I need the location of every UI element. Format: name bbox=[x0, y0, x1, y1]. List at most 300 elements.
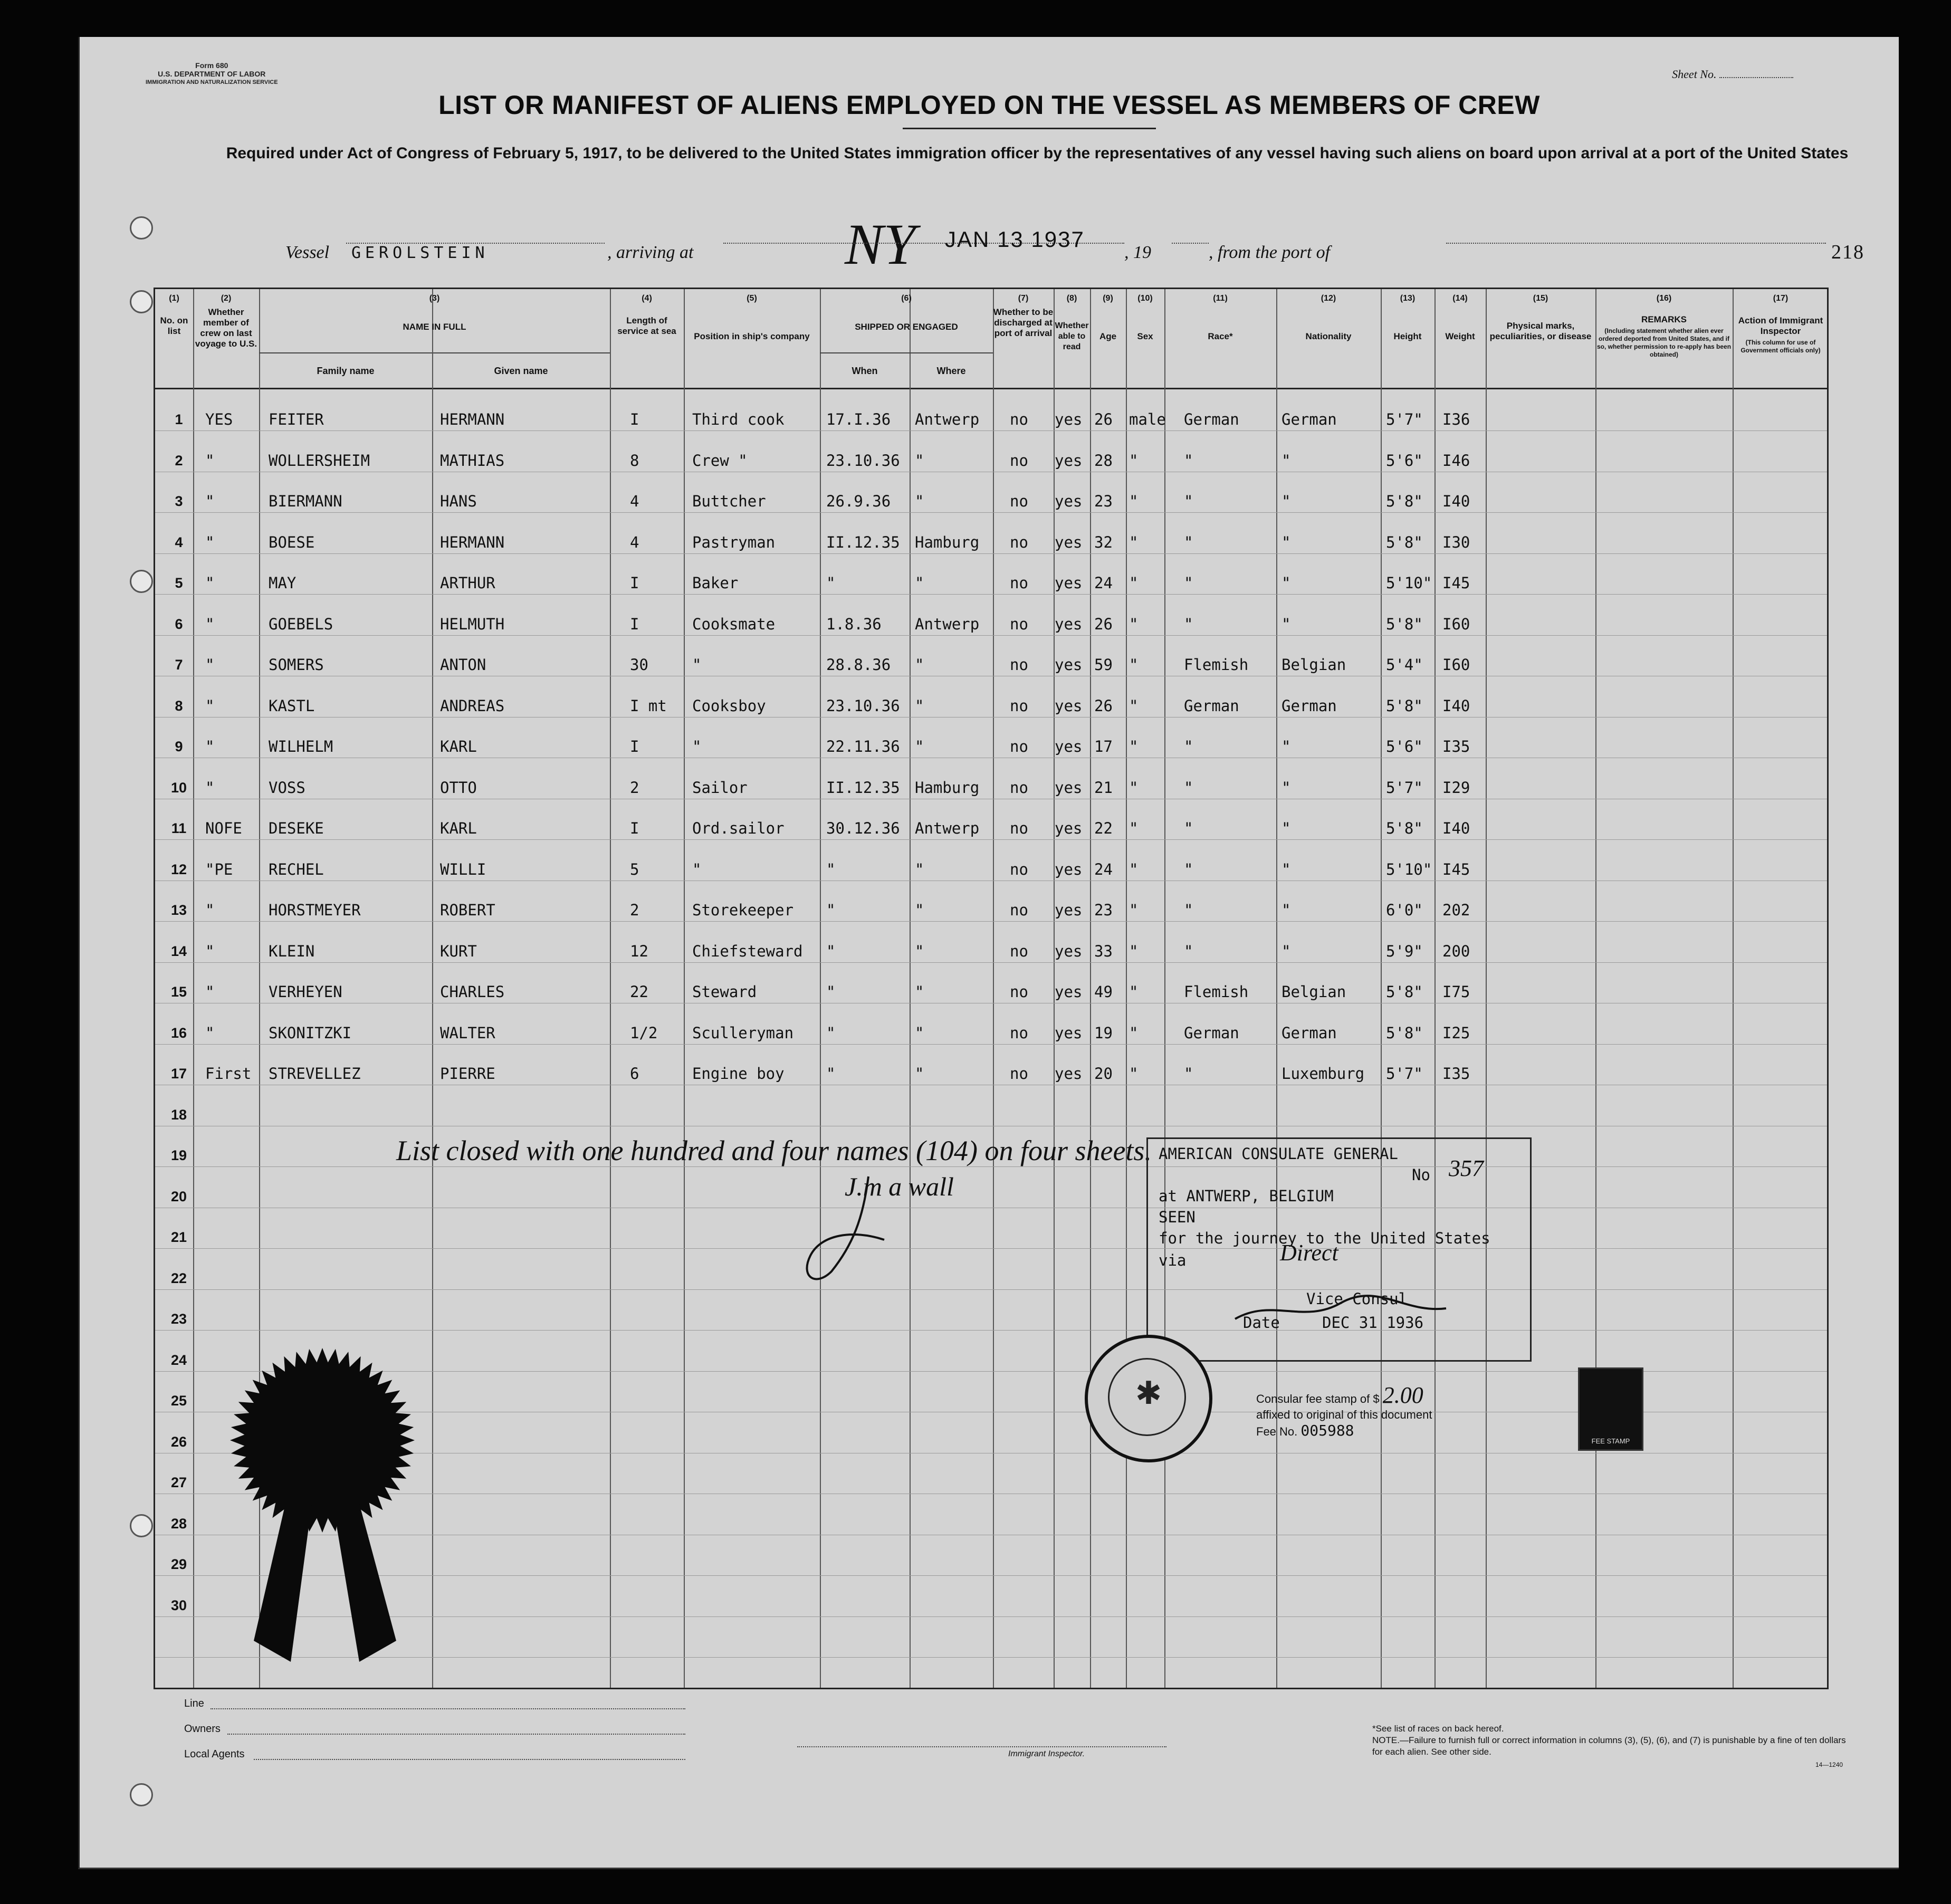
height-cell: 5'8" bbox=[1386, 615, 1423, 633]
discharged-cell: no bbox=[1010, 983, 1028, 1001]
col-header-position: (5) Position in ship's company bbox=[694, 294, 810, 341]
col-header-last-voyage: (2) Whether member of crew on last voyage to U.S. bbox=[195, 294, 257, 349]
service-length-cell: 2 bbox=[630, 901, 639, 919]
position-cell: Baker bbox=[692, 574, 739, 592]
age-cell: 17 bbox=[1094, 738, 1113, 755]
consul-signature bbox=[1230, 1287, 1451, 1329]
sex-cell: " bbox=[1129, 983, 1139, 1001]
sheet-no-text: Sheet No. bbox=[1672, 68, 1717, 81]
row-number: 17 bbox=[170, 1066, 187, 1082]
sex-cell: " bbox=[1129, 696, 1139, 715]
sex-cell: " bbox=[1129, 778, 1139, 797]
position-cell: Storekeeper bbox=[692, 901, 794, 919]
last-voyage-cell: First bbox=[205, 1065, 252, 1083]
form-number: Form 680 bbox=[195, 61, 228, 70]
binder-hole bbox=[130, 570, 153, 593]
read-cell: yes bbox=[1055, 696, 1083, 715]
sex-cell: " bbox=[1129, 615, 1139, 633]
age-cell: 22 bbox=[1094, 819, 1113, 837]
discharged-cell: no bbox=[1010, 860, 1028, 878]
race-cell: Flemish bbox=[1184, 656, 1249, 674]
family-name-cell: WOLLERSHEIM bbox=[269, 451, 370, 470]
family-name-cell: DESEKE bbox=[269, 819, 324, 837]
service-name: IMMIGRATION AND NATURALIZATION SERVICE bbox=[146, 79, 278, 85]
age-cell: 26 bbox=[1094, 615, 1113, 633]
form-identifier bbox=[146, 61, 278, 87]
col-header-age: (9) Age bbox=[1099, 294, 1117, 341]
position-cell: " bbox=[692, 860, 702, 878]
row-number: 27 bbox=[170, 1475, 187, 1490]
service-length-cell: 5 bbox=[630, 860, 639, 878]
read-cell: yes bbox=[1055, 1065, 1083, 1083]
row-number: 14 bbox=[170, 943, 187, 959]
fee-affixed: affixed to original of this document bbox=[1256, 1408, 1432, 1421]
read-cell: yes bbox=[1055, 901, 1083, 919]
col-header-sex: (10) Sex bbox=[1137, 294, 1153, 341]
given-name-cell: MATHIAS bbox=[440, 451, 505, 470]
col-header-remarks: (16) REMARKS (Including statement whether alien ever ordered deported from United States, and if so, whether permission to re-apply has been obtained) bbox=[1596, 294, 1732, 358]
position-cell: Pastryman bbox=[692, 533, 776, 551]
penalty-note: NOTE.—Failure to furnish full or correct information in columns (3), (5), (6), and (7) is punishable by a fine of ten dollars for each alien. See other side. bbox=[1372, 1735, 1846, 1757]
row-number: 24 bbox=[170, 1352, 187, 1368]
age-cell: 32 bbox=[1094, 533, 1113, 551]
race-cell: German bbox=[1184, 410, 1239, 428]
discharged-cell: no bbox=[1010, 492, 1028, 510]
footer-line-label: Line bbox=[184, 1698, 204, 1709]
fee-stamp bbox=[1578, 1367, 1643, 1451]
shipped-where-cell: " bbox=[915, 738, 924, 755]
row-number: 10 bbox=[170, 779, 187, 796]
shipped-when-cell: 23.10.36 bbox=[826, 696, 900, 715]
sex-cell: male bbox=[1129, 410, 1166, 428]
nationality-cell: " bbox=[1281, 574, 1291, 592]
service-length-cell: 4 bbox=[630, 492, 639, 510]
read-cell: yes bbox=[1055, 615, 1083, 633]
shipped-where-cell: Hamburg bbox=[915, 778, 980, 797]
service-length-cell: I bbox=[630, 738, 639, 755]
last-voyage-cell: " bbox=[205, 492, 215, 510]
row-number: 23 bbox=[170, 1311, 187, 1327]
height-cell: 5'8" bbox=[1386, 983, 1423, 1001]
age-cell: 24 bbox=[1094, 574, 1113, 592]
nationality-cell: " bbox=[1281, 819, 1291, 837]
last-voyage-cell: " bbox=[205, 1023, 215, 1042]
sex-cell: " bbox=[1129, 738, 1139, 755]
shipped-when-cell: 22.11.36 bbox=[826, 738, 900, 755]
eagle-icon: ✱ bbox=[1135, 1375, 1162, 1411]
department-name: U.S. DEPARTMENT OF LABOR bbox=[158, 70, 266, 78]
shipped-where-cell: " bbox=[915, 983, 924, 1001]
height-cell: 6'0" bbox=[1386, 901, 1423, 919]
nationality-cell: German bbox=[1281, 410, 1337, 428]
year-label: , 19 bbox=[1124, 243, 1151, 262]
nationality-cell: German bbox=[1281, 696, 1337, 715]
shipped-when-cell: " bbox=[826, 942, 836, 960]
fee-stamp-text: FEE STAMP bbox=[1591, 1437, 1630, 1445]
fee-value: 2.00 bbox=[1382, 1382, 1423, 1408]
race-cell: German bbox=[1184, 1023, 1239, 1042]
given-name-cell: KARL bbox=[440, 738, 477, 755]
signature-flourish bbox=[789, 1171, 895, 1287]
weight-cell: I75 bbox=[1442, 983, 1470, 1001]
binder-hole bbox=[130, 290, 153, 313]
weight-cell: I60 bbox=[1442, 656, 1470, 674]
shipped-where-cell: Hamburg bbox=[915, 533, 980, 551]
consulate-via-label: via bbox=[1159, 1251, 1187, 1269]
service-length-cell: 22 bbox=[630, 983, 648, 1001]
age-cell: 24 bbox=[1094, 860, 1113, 878]
family-name-cell: BIERMANN bbox=[269, 492, 342, 510]
given-name-cell: PIERRE bbox=[440, 1065, 495, 1083]
consulate-via-value: Direct bbox=[1280, 1240, 1338, 1266]
immigrant-inspector-label: Immigrant Inspector. bbox=[1008, 1749, 1085, 1758]
given-name-cell: WILLI bbox=[440, 860, 486, 878]
race-cell: Flemish bbox=[1184, 983, 1249, 1001]
col-header-read: (8) Whether able to read bbox=[1055, 294, 1089, 351]
row-number: 1 bbox=[175, 412, 183, 427]
family-name-cell: SOMERS bbox=[269, 656, 324, 674]
position-cell: " bbox=[692, 738, 702, 755]
service-length-cell: 8 bbox=[630, 451, 639, 470]
given-name-cell: HANS bbox=[440, 492, 477, 510]
row-number: 19 bbox=[170, 1147, 187, 1163]
last-voyage-cell: " bbox=[205, 533, 215, 551]
read-cell: yes bbox=[1055, 860, 1083, 878]
fee-no: 005988 bbox=[1300, 1422, 1354, 1439]
row-number: 3 bbox=[175, 493, 183, 509]
col-header-inspector: (17) Action of Immigrant Inspector (This column for use of Government officials only) bbox=[1738, 294, 1823, 354]
shipped-when-cell: " bbox=[826, 1023, 836, 1042]
shipped-where-cell: " bbox=[915, 860, 924, 878]
discharged-cell: no bbox=[1010, 451, 1028, 470]
weight-cell: I29 bbox=[1442, 778, 1470, 797]
discharged-cell: no bbox=[1010, 819, 1028, 837]
given-name-cell: ANTON bbox=[440, 656, 486, 674]
service-length-cell: 12 bbox=[630, 942, 648, 960]
age-cell: 33 bbox=[1094, 942, 1113, 960]
nationality-cell: " bbox=[1281, 451, 1291, 470]
age-cell: 26 bbox=[1094, 696, 1113, 715]
shipped-when-cell: " bbox=[826, 901, 836, 919]
position-cell: Steward bbox=[692, 983, 757, 1001]
row-number: 12 bbox=[170, 861, 187, 877]
height-cell: 5'4" bbox=[1386, 656, 1423, 674]
discharged-cell: no bbox=[1010, 410, 1028, 428]
read-cell: yes bbox=[1055, 983, 1083, 1001]
shipped-when-cell: " bbox=[826, 574, 836, 592]
row-rule bbox=[155, 839, 1827, 840]
col-header-height: (13) Height bbox=[1393, 294, 1422, 341]
read-cell: yes bbox=[1055, 1023, 1083, 1042]
height-cell: 5'10" bbox=[1386, 574, 1432, 592]
race-cell: " bbox=[1184, 819, 1193, 837]
weight-cell: I36 bbox=[1442, 410, 1470, 428]
closing-note: List closed with one hundred and four names (104) on four sheets. bbox=[396, 1135, 1152, 1166]
row-number: 13 bbox=[170, 902, 187, 918]
race-cell: " bbox=[1184, 492, 1193, 510]
age-cell: 59 bbox=[1094, 656, 1113, 674]
position-cell: Ord.sailor bbox=[692, 819, 785, 837]
shipped-where-cell: " bbox=[915, 656, 924, 674]
col-header-discharged: (7) Whether to be discharged at port of arrival bbox=[993, 294, 1054, 338]
age-cell: 21 bbox=[1094, 778, 1113, 797]
service-length-cell: 30 bbox=[630, 656, 648, 674]
service-length-cell: I mt bbox=[630, 696, 667, 715]
shipped-where-cell: " bbox=[915, 1023, 924, 1042]
row-number: 25 bbox=[170, 1393, 187, 1409]
last-voyage-cell: " bbox=[205, 656, 215, 674]
where-subheader: Where bbox=[936, 366, 966, 376]
shipped-where-cell: Antwerp bbox=[915, 615, 980, 633]
consulate-date-label: Date bbox=[1243, 1314, 1280, 1332]
list-number: 218 bbox=[1831, 241, 1864, 263]
consulate-seal bbox=[1085, 1335, 1212, 1462]
col-header-service: (4) Length of service at sea bbox=[617, 294, 676, 336]
binder-hole bbox=[130, 1514, 153, 1537]
race-cell: German bbox=[1184, 696, 1239, 715]
position-cell: Crew " bbox=[692, 451, 748, 470]
shipped-where-cell: Antwerp bbox=[915, 819, 980, 837]
vessel-line bbox=[285, 212, 1895, 276]
family-name-cell: KLEIN bbox=[269, 942, 315, 960]
fee-no-label: Fee No. bbox=[1256, 1425, 1298, 1438]
height-cell: 5'6" bbox=[1386, 451, 1423, 470]
page-subtitle: Required under Act of Congress of February 5, 1917, to be delivered to the United States immigration officer by the representatives of any vessel having such aliens on board upon arrival at a port of the United States bbox=[226, 145, 1849, 162]
service-length-cell: 2 bbox=[630, 778, 639, 797]
nationality-cell: " bbox=[1281, 533, 1291, 551]
consulate-title: AMERICAN CONSULATE GENERAL bbox=[1159, 1145, 1398, 1163]
row-rule bbox=[155, 594, 1827, 595]
read-cell: yes bbox=[1055, 451, 1083, 470]
row-rule bbox=[155, 553, 1827, 554]
height-cell: 5'8" bbox=[1386, 533, 1423, 551]
position-cell: Cooksmate bbox=[692, 615, 776, 633]
consular-fee-block bbox=[1256, 1382, 1432, 1440]
row-number: 18 bbox=[170, 1106, 187, 1123]
sex-cell: " bbox=[1129, 942, 1139, 960]
consulate-number-label: No bbox=[1412, 1166, 1430, 1184]
row-number: 21 bbox=[170, 1229, 187, 1245]
discharged-cell: no bbox=[1010, 533, 1028, 551]
arrival-date-stamp: JAN 13 1937 bbox=[945, 227, 1085, 252]
row-number: 29 bbox=[170, 1556, 187, 1572]
nationality-cell: " bbox=[1281, 860, 1291, 878]
row-rule bbox=[155, 1044, 1827, 1045]
nationality-cell: " bbox=[1281, 778, 1291, 797]
last-voyage-cell: " bbox=[205, 983, 215, 1001]
shipped-when-cell: " bbox=[826, 860, 836, 878]
sex-cell: " bbox=[1129, 1023, 1139, 1042]
family-name-cell: GOEBELS bbox=[269, 615, 333, 633]
weight-cell: I40 bbox=[1442, 492, 1470, 510]
col-header-no: (1) No. on list bbox=[160, 294, 188, 336]
consulate-journey: for the journey to the United States bbox=[1159, 1229, 1490, 1247]
nationality-cell: " bbox=[1281, 492, 1291, 510]
last-voyage-cell: " bbox=[205, 901, 215, 919]
given-name-cell: HERMANN bbox=[440, 533, 505, 551]
discharged-cell: no bbox=[1010, 1065, 1028, 1083]
weight-cell: I46 bbox=[1442, 451, 1470, 470]
vessel-name: GEROLSTEIN bbox=[351, 244, 489, 262]
shipped-where-cell: " bbox=[915, 1065, 924, 1083]
discharged-cell: no bbox=[1010, 656, 1028, 674]
family-name-cell: WILHELM bbox=[269, 738, 333, 755]
row-number: 30 bbox=[170, 1597, 187, 1613]
age-cell: 23 bbox=[1094, 901, 1113, 919]
last-voyage-cell: YES bbox=[205, 410, 233, 428]
shipped-when-cell: II.12.35 bbox=[826, 533, 900, 551]
when-subheader: When bbox=[852, 366, 878, 376]
read-cell: yes bbox=[1055, 738, 1083, 755]
height-cell: 5'7" bbox=[1386, 1065, 1423, 1083]
col-header-nationality: (12) Nationality bbox=[1305, 294, 1352, 341]
family-name-cell: VOSS bbox=[269, 778, 305, 797]
row-number: 9 bbox=[175, 739, 183, 754]
manifest-sheet bbox=[78, 37, 1899, 1869]
row-number: 15 bbox=[170, 984, 187, 1000]
race-cell: " bbox=[1184, 901, 1193, 919]
race-cell: " bbox=[1184, 451, 1193, 470]
row-number: 7 bbox=[175, 657, 183, 673]
service-length-cell: 4 bbox=[630, 533, 639, 551]
read-cell: yes bbox=[1055, 410, 1083, 428]
row-rule bbox=[155, 635, 1827, 636]
height-cell: 5'10" bbox=[1386, 860, 1432, 878]
races-note: *See list of races on back hereof. bbox=[1372, 1724, 1504, 1734]
row-number: 6 bbox=[175, 616, 183, 632]
weight-cell: I35 bbox=[1442, 738, 1470, 755]
weight-cell: I45 bbox=[1442, 860, 1470, 878]
given-name-cell: HERMANN bbox=[440, 410, 505, 428]
row-number: 16 bbox=[170, 1025, 187, 1041]
height-cell: 5'8" bbox=[1386, 819, 1423, 837]
height-cell: 5'8" bbox=[1386, 696, 1423, 715]
family-name-cell: BOESE bbox=[269, 533, 315, 551]
position-cell: " bbox=[692, 656, 702, 674]
nationality-cell: " bbox=[1281, 615, 1291, 633]
shipped-when-cell: 1.8.36 bbox=[826, 615, 882, 633]
given-name-subheader: Given name bbox=[494, 366, 548, 376]
service-length-cell: I bbox=[630, 615, 639, 633]
age-cell: 20 bbox=[1094, 1065, 1113, 1083]
sex-cell: " bbox=[1129, 656, 1139, 674]
read-cell: yes bbox=[1055, 574, 1083, 592]
sheet-number-label bbox=[1672, 68, 1793, 81]
col-header-race: (11) Race* bbox=[1208, 294, 1233, 341]
nationality-cell: Belgian bbox=[1281, 656, 1346, 674]
notary-seal bbox=[222, 1345, 423, 1683]
given-name-cell: KURT bbox=[440, 942, 477, 960]
weight-cell: 202 bbox=[1442, 901, 1470, 919]
consulate-location: at ANTWERP, BELGIUM bbox=[1159, 1187, 1334, 1205]
race-cell: " bbox=[1184, 574, 1193, 592]
arriving-label: , arriving at bbox=[607, 243, 694, 262]
service-length-cell: 1/2 bbox=[630, 1023, 658, 1042]
shipped-when-cell: 26.9.36 bbox=[826, 492, 891, 510]
sex-cell: " bbox=[1129, 819, 1139, 837]
footer-owners-label: Owners bbox=[184, 1723, 221, 1735]
weight-cell: I35 bbox=[1442, 1065, 1470, 1083]
height-cell: 5'8" bbox=[1386, 492, 1423, 510]
service-length-cell: I bbox=[630, 410, 639, 428]
weight-cell: 200 bbox=[1442, 942, 1470, 960]
sex-cell: " bbox=[1129, 901, 1139, 919]
weight-cell: I60 bbox=[1442, 615, 1470, 633]
sex-cell: " bbox=[1129, 574, 1139, 592]
service-length-cell: 6 bbox=[630, 1065, 639, 1083]
row-number: 22 bbox=[170, 1270, 187, 1286]
last-voyage-cell: " bbox=[205, 738, 215, 755]
read-cell: yes bbox=[1055, 942, 1083, 960]
row-rule bbox=[155, 1289, 1827, 1290]
nationality-cell: " bbox=[1281, 901, 1291, 919]
shipped-where-cell: Antwerp bbox=[915, 410, 980, 428]
given-name-cell: ANDREAS bbox=[440, 696, 505, 715]
consulate-number: 357 bbox=[1449, 1155, 1484, 1181]
shipped-when-cell: 30.12.36 bbox=[826, 819, 900, 837]
read-cell: yes bbox=[1055, 533, 1083, 551]
page-title: LIST OR MANIFEST OF ALIENS EMPLOYED ON THE VESSEL AS MEMBERS OF CREW bbox=[438, 90, 1540, 120]
last-voyage-cell: "PE bbox=[205, 860, 233, 878]
last-voyage-cell: NOFE bbox=[205, 819, 242, 837]
race-cell: " bbox=[1184, 1065, 1193, 1083]
read-cell: yes bbox=[1055, 778, 1083, 797]
weight-cell: I25 bbox=[1442, 1023, 1470, 1042]
last-voyage-cell: " bbox=[205, 451, 215, 470]
binder-hole bbox=[130, 1783, 153, 1806]
discharged-cell: no bbox=[1010, 901, 1028, 919]
read-cell: yes bbox=[1055, 492, 1083, 510]
position-cell: Chiefsteward bbox=[692, 942, 803, 960]
height-cell: 5'7" bbox=[1386, 410, 1423, 428]
discharged-cell: no bbox=[1010, 942, 1028, 960]
row-number: 11 bbox=[171, 820, 187, 836]
height-cell: 5'7" bbox=[1386, 778, 1423, 797]
nationality-cell: Luxemburg bbox=[1281, 1065, 1365, 1083]
race-cell: " bbox=[1184, 738, 1193, 755]
last-voyage-cell: " bbox=[205, 696, 215, 715]
row-rule bbox=[155, 962, 1827, 963]
shipped-where-cell: " bbox=[915, 942, 924, 960]
shipped-when-cell: " bbox=[826, 1065, 836, 1083]
discharged-cell: no bbox=[1010, 1023, 1028, 1042]
col-header-shipped: (6) SHIPPED OR ENGAGED bbox=[855, 294, 958, 332]
age-cell: 19 bbox=[1094, 1023, 1113, 1042]
sex-cell: " bbox=[1129, 533, 1139, 551]
sex-cell: " bbox=[1129, 451, 1139, 470]
family-name-cell: KASTL bbox=[269, 696, 315, 715]
row-number: 2 bbox=[175, 452, 183, 468]
weight-cell: I45 bbox=[1442, 574, 1470, 592]
position-cell: Cooksboy bbox=[692, 696, 766, 715]
arriving-port: NY bbox=[845, 212, 916, 276]
footer-agents-label: Local Agents bbox=[184, 1748, 245, 1760]
shipped-when-cell: 28.8.36 bbox=[826, 656, 891, 674]
family-name-cell: RECHEL bbox=[269, 860, 324, 878]
shipped-where-cell: " bbox=[915, 901, 924, 919]
footer-notes bbox=[1372, 1723, 1847, 1758]
last-voyage-cell: " bbox=[205, 942, 215, 960]
nationality-cell: " bbox=[1281, 942, 1291, 960]
family-name-cell: SKONITZKI bbox=[269, 1023, 352, 1042]
last-voyage-cell: " bbox=[205, 574, 215, 592]
shipped-when-cell: 17.I.36 bbox=[826, 410, 891, 428]
shipped-where-cell: " bbox=[915, 451, 924, 470]
age-cell: 49 bbox=[1094, 983, 1113, 1001]
shipped-when-cell: II.12.35 bbox=[826, 778, 900, 797]
nationality-cell: " bbox=[1281, 738, 1291, 755]
family-name-cell: MAY bbox=[269, 574, 297, 592]
